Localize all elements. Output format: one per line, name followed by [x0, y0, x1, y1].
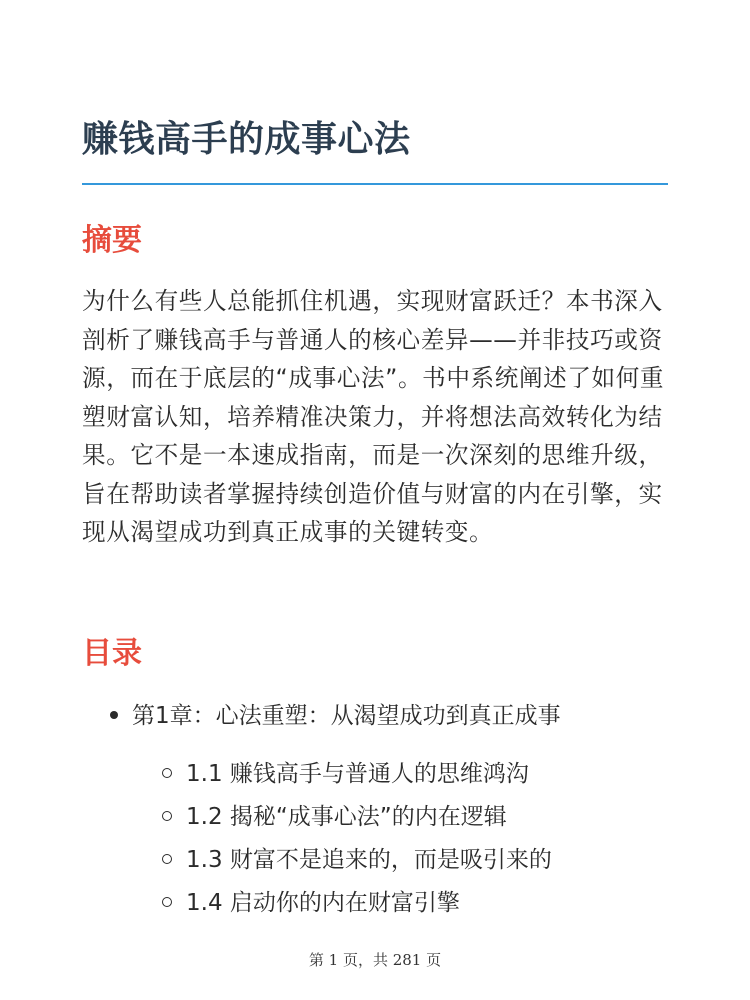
toc-chapter-label: 第1章：心法重塑：从渴望成功到真正成事 [132, 703, 561, 729]
title-divider [82, 183, 668, 185]
toc-section-1-1[interactable] [162, 754, 682, 794]
toc-section-1-3[interactable] [162, 840, 682, 880]
bullet-circle-icon [162, 768, 172, 778]
bullet-circle-icon [162, 854, 172, 864]
toc-section-label: 1.3 财富不是追来的，而是吸引来的 [186, 847, 552, 873]
toc-chapter-1[interactable] [110, 696, 710, 736]
page-footer: 第 1 页，共 281 页 [308, 951, 442, 969]
document-title: 赚钱高手的成事心法 [82, 119, 411, 160]
abstract-paragraph: 为什么有些人总能抓住机遇，实现财富跃迁？本书深入剖析了赚钱高手与普通人的核心差异——并非技巧或资源，而在于底层的“成事心法”。书中系统阐述了如何重塑财富认知，培养精准决策力，并将想法高效转化为结果。它不是一本速成指南，而是一次深刻的思维升级，旨在帮助读者掌握持续创造价值与财富的内在引擎，实现从渴望成功到真正成事的关键转变。 [82, 287, 665, 546]
toc-section-label: 1.2 揭秘“成事心法”的内在逻辑 [186, 804, 507, 830]
toc-heading: 目录 [82, 636, 142, 671]
abstract-heading: 摘要 [82, 223, 142, 258]
bullet-circle-icon [162, 897, 172, 907]
toc-section-1-4[interactable] [162, 883, 682, 923]
bullet-disc-icon [110, 711, 118, 719]
toc-section-1-2[interactable] [162, 797, 682, 837]
bullet-circle-icon [162, 811, 172, 821]
toc-section-label: 1.4 启动你的内在财富引擎 [186, 890, 460, 916]
toc-section-label: 1.1 赚钱高手与普通人的思维鸿沟 [186, 761, 529, 787]
